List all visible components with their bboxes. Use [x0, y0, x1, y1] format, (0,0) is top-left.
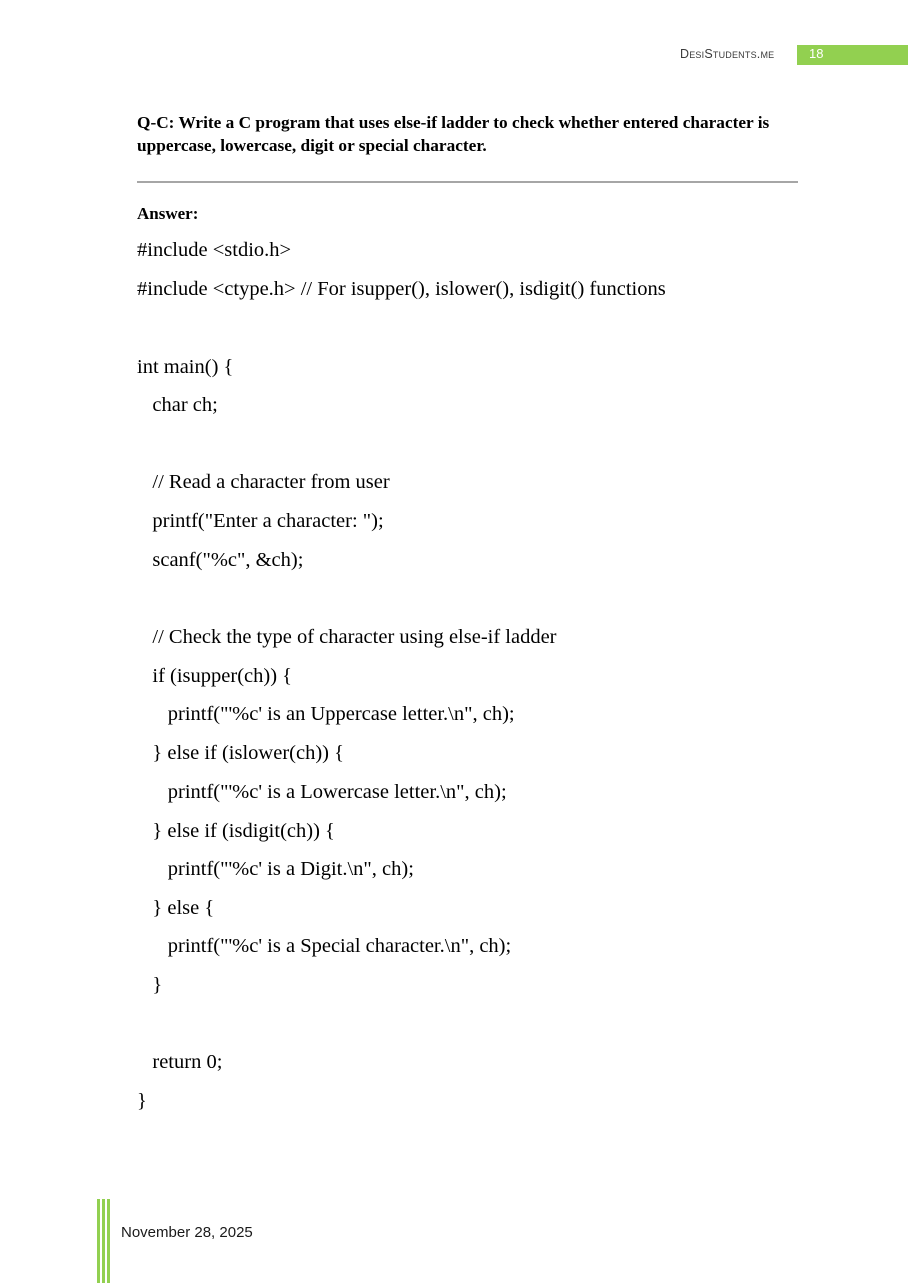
page-number: 18	[809, 46, 824, 61]
code-line: char ch;	[137, 394, 218, 416]
code-line: }	[137, 974, 163, 996]
code-line: printf("Enter a character: ");	[137, 510, 384, 532]
code-line: printf("'%c' is a Lowercase letter.\n", ch);	[137, 781, 507, 803]
question-text: Q-C: Write a C program that uses else-if ladder to check whether entered character is uppercase, lowercase, digit or special character.	[137, 113, 770, 155]
code-line: // Read a character from user	[137, 471, 390, 493]
code-line: #include <ctype.h> // For isupper(), islower(), isdigit() functions	[137, 278, 666, 300]
code-line: } else if (islower(ch)) {	[137, 742, 344, 764]
footer-bar	[102, 1199, 105, 1283]
code-line: printf("'%c' is a Special character.\n", ch);	[137, 935, 512, 957]
horizontal-rule	[137, 181, 798, 183]
footer-accent-bars	[97, 1199, 111, 1283]
code-line: return 0;	[137, 1051, 223, 1073]
code-line: int main() {	[137, 356, 234, 378]
page-number-badge	[797, 45, 908, 65]
header-site-name: DesiStudents.me	[680, 47, 775, 61]
code-line: }	[137, 1090, 147, 1112]
footer-bar	[107, 1199, 110, 1283]
code-line: } else {	[137, 897, 215, 919]
code-line: // Check the type of character using else-if ladder	[137, 626, 557, 648]
code-line: printf("'%c' is an Uppercase letter.\n", ch);	[137, 703, 515, 725]
code-line: if (isupper(ch)) {	[137, 665, 292, 687]
answer-label: Answer:	[137, 204, 199, 223]
code-line: #include <stdio.h>	[137, 239, 292, 261]
code-line: scanf("%c", &ch);	[137, 549, 304, 571]
code-line: } else if (isdigit(ch)) {	[137, 820, 335, 842]
footer-bar	[97, 1199, 100, 1283]
footer-date: November 28, 2025	[121, 1224, 253, 1241]
code-line: printf("'%c' is a Digit.\n", ch);	[137, 858, 414, 880]
